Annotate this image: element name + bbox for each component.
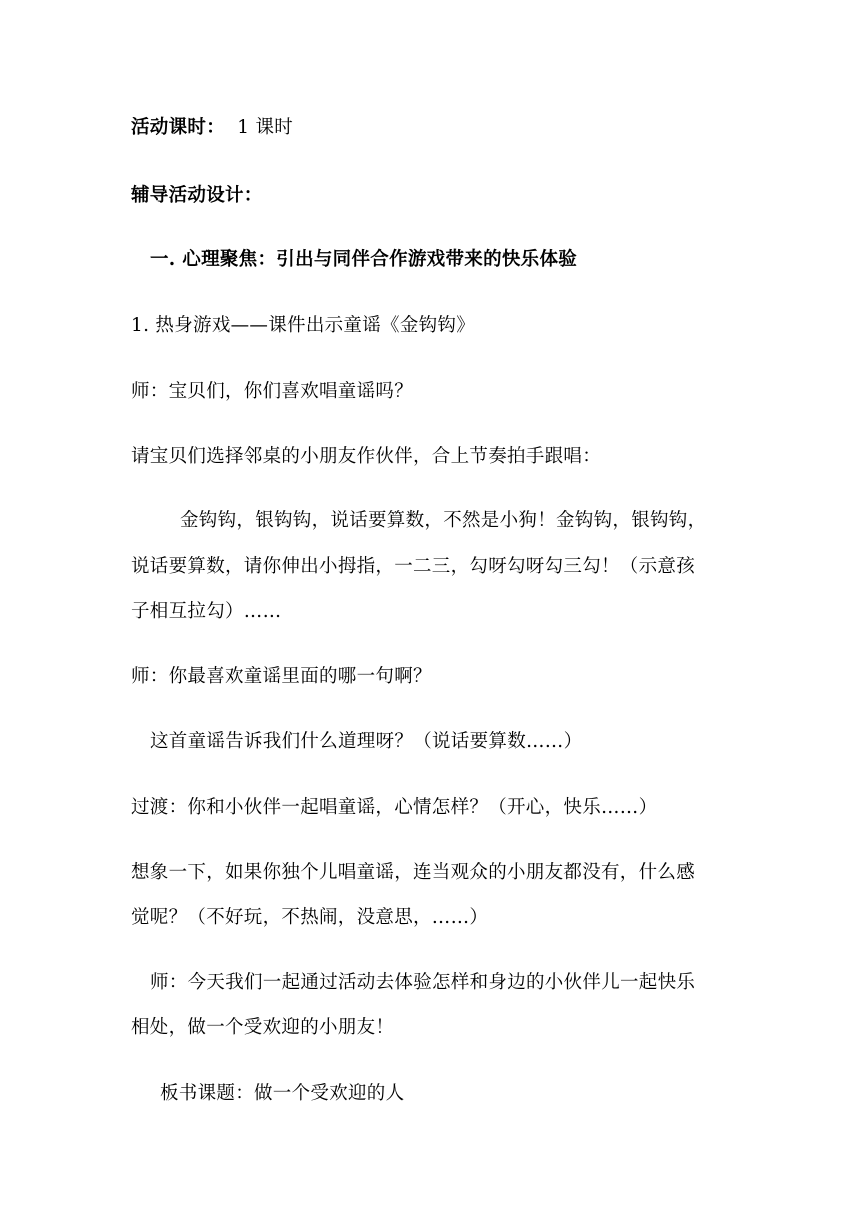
paragraph-teacher-intro-line-2: 相处，做一个受欢迎的小朋友！ xyxy=(131,1017,395,1038)
song-lyrics-line-1: 金钩钩，银钩钩，说话要算数，不然是小狗！金钩钩，银钩钩， xyxy=(180,510,707,531)
paragraph-imagine-line-2: 觉呢？（不好玩，不热闹，没意思，……） xyxy=(131,907,489,928)
item-1-warmup-game: 1. 热身游戏——课件出示童谣《金钩钩》 xyxy=(131,315,476,336)
paragraph-teacher-question-2: 师：你最喜欢童谣里面的哪一句啊？ xyxy=(131,666,432,687)
paragraph-imagine-line-1: 想象一下，如果你独个儿唱童谣，连当观众的小朋友都没有，什么感 xyxy=(131,862,696,883)
paragraph-transition: 过渡：你和小伙伴一起唱童谣，心情怎样？（开心，快乐……） xyxy=(131,797,658,818)
paragraph-board-title: 板书课题：做一个受欢迎的人 xyxy=(160,1083,405,1104)
paragraph-teacher-question-1: 师：宝贝们，你们喜欢唱童谣吗？ xyxy=(131,381,414,402)
activity-hours-value: 1 课时 xyxy=(237,117,294,138)
paragraph-teacher-intro-line-1: 师：今天我们一起通过活动去体验怎样和身边的小伙伴儿一起快乐 xyxy=(150,972,696,993)
activity-hours-line xyxy=(131,115,293,141)
paragraph-song-meaning: 这首童谣告诉我们什么道理呀？（说话要算数……） xyxy=(150,731,583,752)
design-heading: 辅导活动设计： xyxy=(131,185,263,206)
song-lyrics-line-2: 说话要算数，请你伸出小拇指，一二三，勾呀勾呀勾三勾！（示意孩 xyxy=(131,556,696,577)
paragraph-instructions: 请宝贝们选择邻桌的小朋友作伙伴，合上节奏拍手跟唱： xyxy=(131,446,602,467)
activity-hours-label: 活动课时： xyxy=(131,117,226,138)
section-1-heading: 一. 心理聚焦：引出与同伴合作游戏带来的快乐体验 xyxy=(150,249,578,270)
song-lyrics-line-3: 子相互拉勾）…… xyxy=(131,601,282,622)
